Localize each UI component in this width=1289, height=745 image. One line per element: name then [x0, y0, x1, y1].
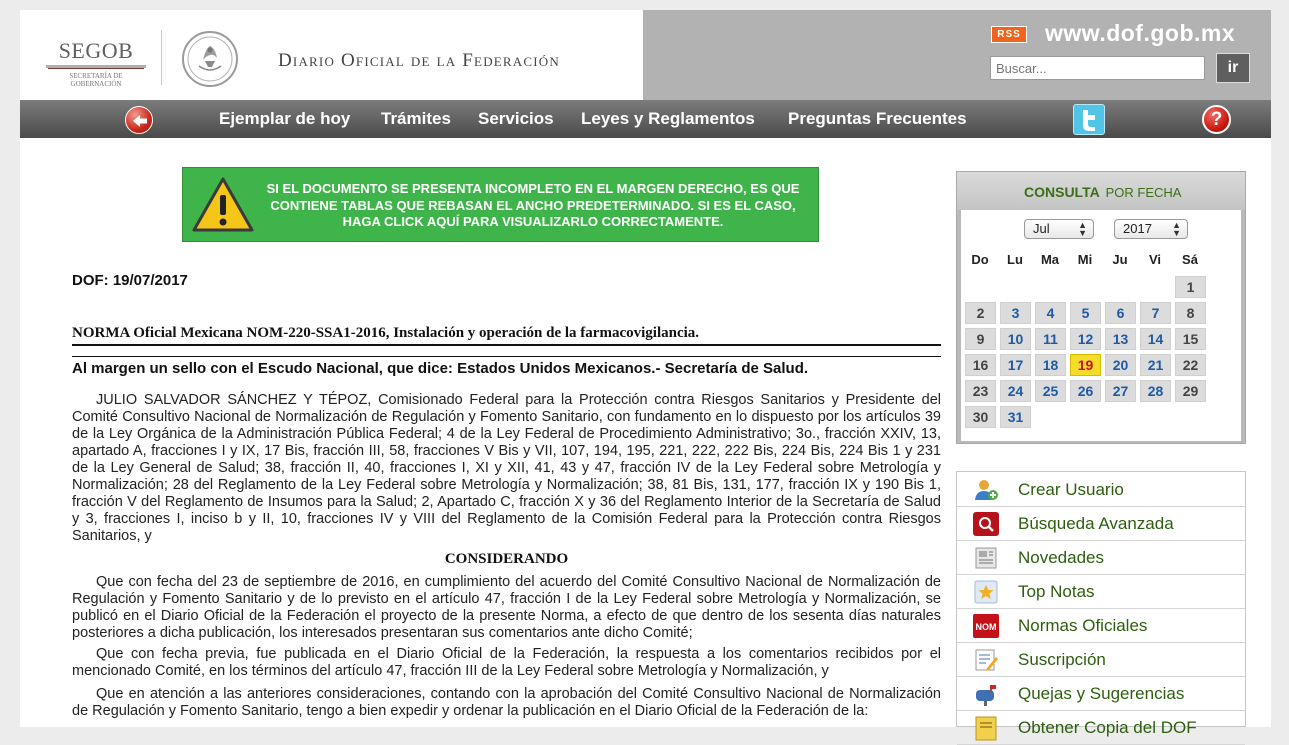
twitter-icon[interactable] [1073, 104, 1105, 135]
year-select-value: 2017 [1123, 221, 1152, 236]
month-select-value: Jul [1033, 221, 1050, 236]
calendar-weekday: Lu [1007, 252, 1023, 267]
calendar-day[interactable]: 29 [1175, 380, 1206, 402]
document-paragraph: JULIO SALVADOR SÁNCHEZ Y TÉPOZ, Comisionado Federal para la Protección contra Riesgos Sanitarios y Presidente del Comité Consultivo Nacional de Normalización de Regulación y Fomento Sanitario, con fundamento en lo dispuesto por los artículos 39 de la Ley Orgánica de la Administración Pública Federal; 4 de la Ley Federal de Procedimiento Administrativo; 3o., fracción XXIV, 13, apartado A, fracciones I y IX, 17 Bis, fracción III, 58, fracciones V Bis y VII, 107, 194, 195, 221, 222, 222 Bis, 224 Bis, 224 Bis 1 y 231 de la Ley General de Salud; 38, fracción II, 40, fracciones I, XI y XII, 41, 43 y 47, fracción IV de la Ley Federal sobre Metrología y Normalización; 28 del Reglamento de la Ley Federal sobre Metrología y Normalización; 38, 81 Bis, 131, 177, fracción IX y 190 Bis 1, fracción V del Reglamento de Insumos para la Salud; 2, Apartado C, fracción X y 36 del Reglamento Interior de la Secretaría de Salud y 3, fracciones I, inciso b y II, 10, fracciones IV y VIII del Reglamento de la Comisión Federal para la Protección contra Riesgos Sanitarios, y [72, 392, 941, 544]
menu-item-label: Novedades [1018, 548, 1105, 567]
calendar-day[interactable]: 26 [1070, 380, 1101, 402]
header-branding [20, 10, 643, 100]
pencil-note-icon [973, 648, 999, 672]
menu-item-top-notas[interactable] [957, 575, 1245, 609]
user-add-icon [973, 478, 999, 502]
document-copy-icon [973, 716, 999, 740]
calendar-day[interactable]: 22 [1175, 354, 1206, 376]
search-input[interactable] [990, 56, 1205, 80]
site-header [20, 10, 1271, 100]
nom-icon [973, 614, 999, 638]
calendar-day[interactable]: 18 [1035, 354, 1066, 376]
calendar-weekday: Mi [1077, 252, 1093, 267]
menu-item-label: Obtener Copia del DOF [1018, 718, 1197, 737]
back-arrow-icon[interactable] [125, 106, 153, 134]
calendar-day[interactable]: 23 [965, 380, 996, 402]
search-button[interactable]: ir [1216, 53, 1250, 83]
calendar-day[interactable]: 12 [1070, 328, 1101, 350]
calendar-weekday: Do [971, 252, 989, 267]
calendar-weekday: Ju [1112, 252, 1128, 267]
calendar-day[interactable]: 20 [1105, 354, 1136, 376]
menu-item-label: Búsqueda Avanzada [1018, 514, 1174, 533]
calendar-day[interactable]: 8 [1175, 302, 1206, 324]
calendar-day[interactable]: 4 [1035, 302, 1066, 324]
margin-note: Al margen un sello con el Escudo Nacional, que dice: Estados Unidos Mexicanos.- Secretaría de Salud. [72, 360, 809, 377]
calendar-day[interactable]: 11 [1035, 328, 1066, 350]
calendar-day[interactable]: 30 [965, 406, 996, 428]
calendar-day[interactable]: 10 [1000, 328, 1031, 350]
calendar-day[interactable]: 5 [1070, 302, 1101, 324]
nav-tramites[interactable]: Trámites [381, 109, 451, 128]
document-paragraph: Que con fecha previa, fue publicada en el Diario Oficial de la Federación, la respuesta a los comentarios recibidos por el mencionado Comité, en los términos del artículo 47, fracción III de la Ley Federal sobre Metrología y Normalización, y [72, 646, 941, 679]
menu-item-crear-usuario[interactable] [957, 473, 1245, 507]
calendar-day-selected[interactable]: 19 [1070, 354, 1101, 376]
page [20, 10, 1271, 737]
calendar-title-bold: CONSULTA [1024, 184, 1100, 200]
site-url[interactable]: www.dof.gob.mx [1045, 20, 1236, 46]
month-select[interactable] [1024, 219, 1094, 239]
calendar-day[interactable]: 6 [1105, 302, 1136, 324]
norm-title: NORMA Oficial Mexicana NOM-220-SSA1-2016, Instalación y operación de la farmacovigilancia. [72, 325, 700, 341]
calendar-day[interactable]: 28 [1140, 380, 1171, 402]
search-icon [973, 512, 999, 536]
help-icon[interactable]: ? [1202, 105, 1231, 134]
national-seal-icon [181, 30, 239, 88]
calendar-day[interactable]: 25 [1035, 380, 1066, 402]
nav-leyes-y-reglamentos[interactable]: Leyes y Reglamentos [581, 109, 755, 128]
menu-item-quejas-y-sugerencias[interactable] [957, 677, 1245, 711]
segob-subtitle: SECRETARÍA DE GOBERNACIÓN [69, 72, 123, 88]
nav-ejemplar-de-hoy[interactable]: Ejemplar de hoy [219, 109, 351, 128]
calendar-day[interactable]: 27 [1105, 380, 1136, 402]
site-title[interactable]: Diario Oficial de la Federación [278, 50, 560, 71]
calendar-header [957, 172, 1245, 210]
menu-item-label: Top Notas [1018, 582, 1095, 601]
title-rule-bottom [72, 356, 941, 357]
calendar-day[interactable]: 14 [1140, 328, 1171, 350]
date-calendar-widget [956, 171, 1246, 444]
document-paragraph: Que en atención a las anteriores consideraciones, contando con la aprobación del Comité Consultivo Nacional de Normalización de Regulación y Fomento Sanitario, tengo a bien expedir y ordenar la publicación en el Diario Oficial de la Federación de la: [72, 686, 941, 719]
menu-item-suscripcion[interactable] [957, 643, 1245, 677]
publication-date: DOF: 19/07/2017 [72, 272, 188, 289]
menu-item-obtener-copia-del-dof[interactable] [957, 711, 1245, 745]
rss-button[interactable]: RSS [991, 26, 1027, 43]
calendar-day[interactable]: 2 [965, 302, 996, 324]
mailbox-icon [973, 682, 999, 706]
considerando-heading: CONSIDERANDO [444, 551, 569, 567]
logo-divider-accent [48, 68, 144, 69]
segob-wordmark: SEGOB [58, 38, 134, 63]
calendar-weekday: Sá [1182, 252, 1198, 267]
segob-logo[interactable] [46, 38, 146, 90]
calendar-day[interactable]: 13 [1105, 328, 1136, 350]
header-tools [643, 10, 1271, 100]
svg-text:NOM: NOM [975, 622, 997, 632]
calendar-day[interactable]: 24 [1000, 380, 1031, 402]
calendar-day[interactable]: 17 [1000, 354, 1031, 376]
menu-item-label: Suscripción [1018, 650, 1106, 669]
calendar-day[interactable]: 31 [1000, 406, 1031, 428]
calendar-day[interactable]: 7 [1140, 302, 1171, 324]
star-icon [973, 580, 999, 604]
year-select[interactable] [1114, 219, 1188, 239]
calendar-body [961, 210, 1241, 441]
menu-item-label: Crear Usuario [1018, 480, 1124, 499]
calendar-day[interactable]: 21 [1140, 354, 1171, 376]
incomplete-document-warning[interactable] [182, 167, 819, 242]
calendar-title [1024, 184, 1181, 200]
calendar-weekday: Ma [1040, 252, 1060, 267]
menu-item-label: Normas Oficiales [1018, 616, 1148, 635]
document-paragraph: Que con fecha del 23 de septiembre de 2016, en cumplimiento del acuerdo del Comité Consultivo Nacional de Normalización de Regulación y Fomento Sanitario y de lo previsto en el artículo 47, fracción I de la Ley Federal sobre Metrología y Normalización, se publicó en el Diario Oficial de la Federación el proyecto de la presente Norma, a efecto de que dentro de los sesenta días naturales posteriores a dicha publicación, los interesados presentaran sus comentarios ante dicho Comité; [72, 574, 941, 641]
menu-item-busqueda-avanzada[interactable] [957, 507, 1245, 541]
select-arrows-icon: ▲ ▼ [1078, 220, 1087, 238]
calendar-title-rest: POR FECHA [1105, 185, 1182, 200]
calendar-day[interactable]: 9 [965, 328, 996, 350]
calendar-day[interactable]: 1 [1175, 276, 1206, 298]
nav-servicios[interactable]: Servicios [478, 109, 554, 128]
calendar-weekday: Vi [1148, 252, 1162, 267]
calendar-day[interactable]: 16 [965, 354, 996, 376]
select-arrows-icon: ▲ ▼ [1172, 220, 1181, 238]
side-menu [956, 471, 1246, 737]
menu-item-label: Quejas y Sugerencias [1018, 684, 1185, 703]
newspaper-icon [973, 546, 999, 570]
logo-separator [161, 30, 162, 85]
menu-item-normas-oficiales[interactable] [957, 609, 1245, 643]
nav-preguntas-frecuentes[interactable]: Preguntas Frecuentes [788, 109, 967, 128]
calendar-day[interactable]: 15 [1175, 328, 1206, 350]
warning-triangle-icon [191, 175, 255, 235]
calendar-day[interactable]: 3 [1000, 302, 1031, 324]
title-rule-top [72, 344, 941, 346]
menu-item-novedades[interactable] [957, 541, 1245, 575]
main-nav [20, 100, 1271, 138]
warning-message[interactable]: SI EL DOCUMENTO SE PRESENTA INCOMPLETO EN EL MARGEN DERECHO, ES QUE CONTIENE TABLAS QUE REBASAN EL ANCHO PREDETERMINADO. SI ES EL CASO, HAGA CLICK AQUÍ PARA VISUALIZARLO CORRECTAMENTE. [266, 181, 800, 229]
